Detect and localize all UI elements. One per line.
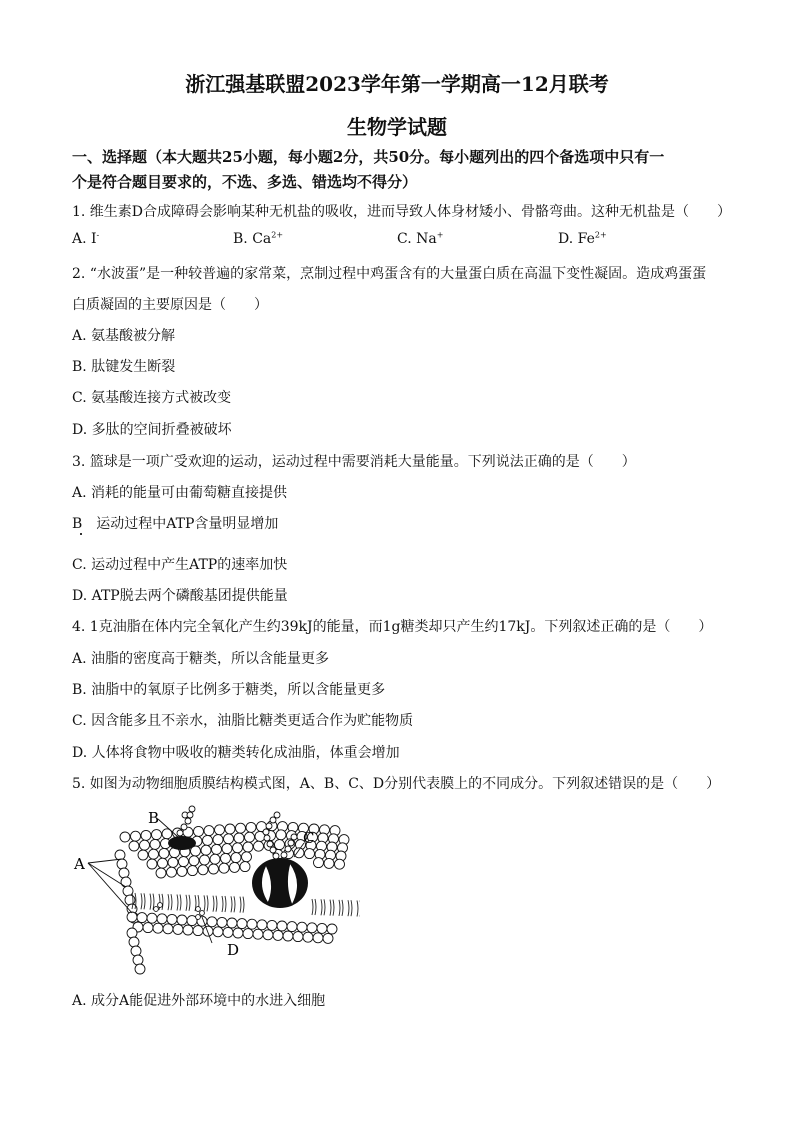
q3-option-a: A. 消耗的能量可由葡萄糖直接提供 <box>72 485 288 501</box>
transmembrane-protein-c <box>252 858 308 908</box>
label-c: C <box>303 829 315 847</box>
page-title: 浙江强基联盟2023学年第一学期高一12月联考 <box>185 72 609 96</box>
q1-option-c: C. Na+ <box>397 230 444 247</box>
q2-stem-line2: 白质凝固的主要原因是（ ） <box>72 297 268 313</box>
section-heading-line2: 个是符合题目要求的，不选、多选、错选均不得分） <box>72 173 418 191</box>
q4-option-b: B. 油脂中的氧原子比例多于糖类，所以含能量更多 <box>72 682 386 698</box>
q4-option-d: D. 人体将食物中吸收的糖类转化成油脂，体重会增加 <box>72 745 400 761</box>
q3-option-c: C. 运动过程中产生ATP的速率加快 <box>72 557 288 573</box>
q1-option-d: D. $Fe^{2+}$ <box>558 230 607 247</box>
q4-option-c: C. 因含能多且不亲水，油脂比糖类更适合作为贮能物质 <box>72 713 414 729</box>
q1-option-a: A. I- <box>72 230 100 247</box>
q5-option-a: A. 成分A能促进外部环境中的水进入细胞 <box>72 993 326 1009</box>
q3-stem: 3. 篮球是一项广受欢迎的运动，运动过程中需要消耗大量能量。下列说法正确的是（ ） <box>72 454 636 470</box>
q2-option-c: C. 氨基酸连接方式被改变 <box>72 390 232 406</box>
q2-option-b: B. 肽键发生断裂 <box>72 359 176 375</box>
stray-dot <box>80 533 82 535</box>
q2-stem-line1: 2. “水波蛋”是一种较普遍的家常菜，烹制过程中鸡蛋含有的大量蛋白质在高温下变性凝固。造成鸡蛋蛋 <box>72 266 707 282</box>
cell-membrane-diagram <box>70 805 360 980</box>
q2-option-d: D. 多肽的空间折叠被破坏 <box>72 422 232 438</box>
label-b: B <box>148 809 160 827</box>
q3-option-d: D. ATP脱去两个磷酸基团提供能量 <box>72 588 288 604</box>
q4-stem: 4. 1克油脂在体内完全氧化产生约39kJ的能量，而1g糖类却只产生约17kJ。下列叙述正确的是（ ） <box>72 619 713 635</box>
section-heading-line1: 一、选择题（本大题共25小题，每小题2分，共50分。每小题列出的四个备选项中只有一 <box>72 148 665 166</box>
q1-option-b: B. $Ca^{2+}$ <box>233 230 284 247</box>
glycoprotein-b <box>168 836 196 850</box>
q2-option-a: A. 氨基酸被分解 <box>72 328 176 344</box>
label-a: A <box>74 855 85 873</box>
page-subtitle: 生物学试题 <box>347 115 447 139</box>
q5-stem: 5. 如图为动物细胞质膜结构模式图，A、B、C、D分别代表膜上的不同成分。下列叙述错误的是（ ） <box>72 776 721 792</box>
q3-option-b: B 运动过程中ATP含量明显增加 <box>72 516 279 532</box>
label-d: D <box>227 941 240 959</box>
q4-option-a: A. 油脂的密度高于糖类，所以含能量更多 <box>72 651 330 667</box>
q1-stem: 1. 维生素D合成障碍会影响某种无机盐的吸收，进而导致人体身材矮小、骨骼弯曲。这种无机盐是（ ） <box>72 204 732 220</box>
phospholipid-tails <box>132 893 360 917</box>
